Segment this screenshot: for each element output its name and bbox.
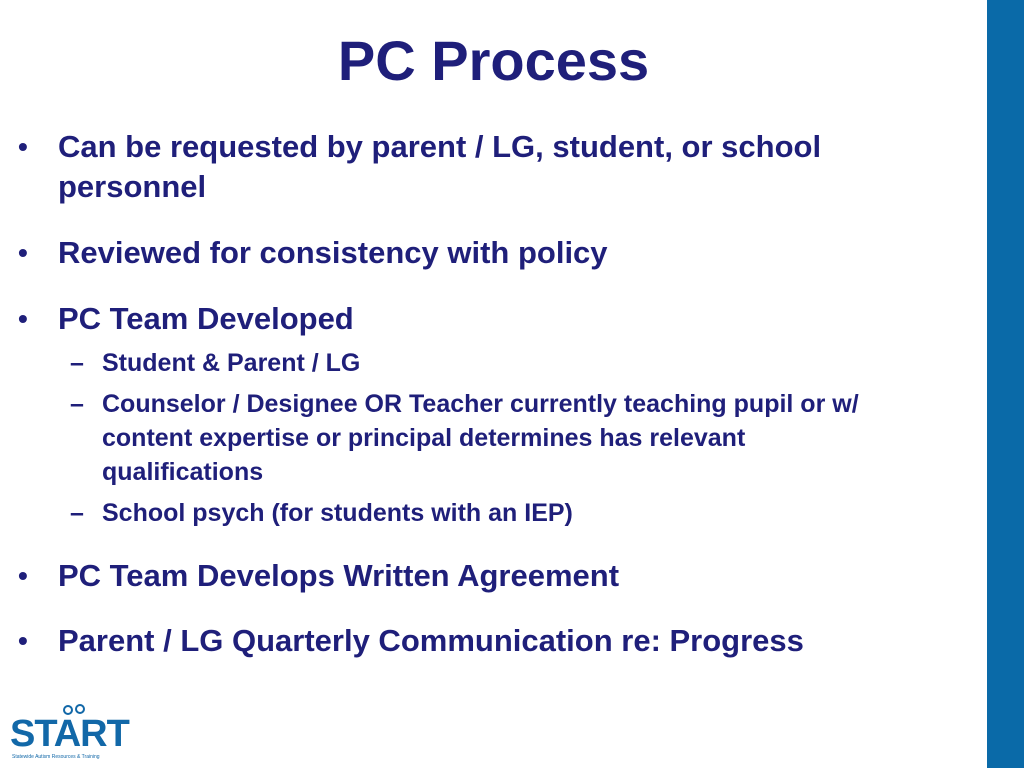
sub-bullet-text: Counselor / Designee OR Teacher currently teaching pupil or w/ <box>102 390 859 418</box>
sub-bullet-text: qualifications <box>102 458 264 486</box>
bullet-text: PC Team Developed <box>58 301 354 336</box>
bullet-item <box>18 621 938 661</box>
bullet-text: PC Team Develops Written Agreement <box>58 558 620 593</box>
bullet-item <box>18 299 938 339</box>
right-accent-bar <box>987 0 1024 768</box>
sub-bullet-item <box>70 496 972 530</box>
sub-bullet-text-continued <box>102 421 972 455</box>
slide-title: PC Process <box>337 29 650 92</box>
bullet-item <box>18 127 938 167</box>
bullet-marker: • <box>18 131 28 162</box>
bullet-item <box>18 556 938 596</box>
bullet-text: personnel <box>58 169 207 204</box>
sub-bullet-text-continued <box>102 455 972 489</box>
sub-bullet-marker: – <box>70 390 84 418</box>
bullet-marker: • <box>18 303 28 334</box>
sub-bullet-marker: – <box>70 349 84 377</box>
start-logo <box>10 704 129 764</box>
sub-bullet-text: Student & Parent / LG <box>102 349 361 377</box>
bullet-marker: • <box>18 560 28 591</box>
logo-tagline: Statewide Autism Resources & Training <box>12 754 100 760</box>
bullet-text: Parent / LG Quarterly Communication re: Progress <box>58 623 804 658</box>
sub-bullet-item <box>70 346 972 380</box>
sub-bullet-text: School psych (for students with an IEP) <box>102 499 573 527</box>
bullet-marker: • <box>18 625 28 656</box>
bullet-text: Reviewed for consistency with policy <box>58 235 608 270</box>
sub-bullet-text: content expertise or principal determines has relevant <box>102 424 746 452</box>
bullet-item <box>18 233 938 273</box>
sub-bullet-marker: – <box>70 499 84 527</box>
bullet-marker: • <box>18 237 28 268</box>
sub-bullet-item <box>70 387 972 421</box>
logo-text: START <box>10 713 129 755</box>
bullet-text: Can be requested by parent / LG, student, or school <box>58 129 822 164</box>
bullet-text-continued <box>58 167 938 207</box>
